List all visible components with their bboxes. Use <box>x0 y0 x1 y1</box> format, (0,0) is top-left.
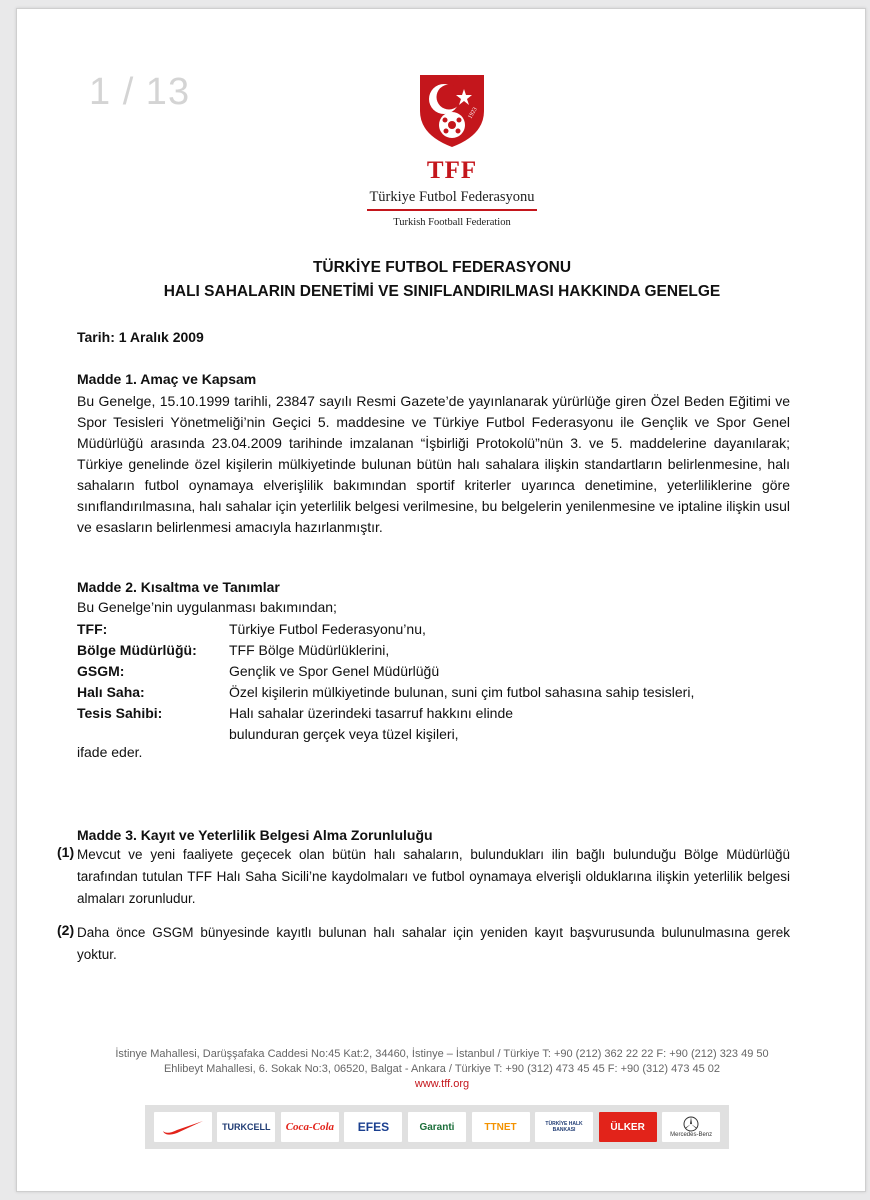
definition-desc: Halı sahalar üzerindeki tasarruf hakkını elinde bulunduran gerçek veya tüzel kişileri, <box>229 705 514 742</box>
sponsor-logo-turkcell: TURKCELL <box>217 1112 275 1142</box>
logo-divider <box>367 209 537 211</box>
definition-term: Tesis Sahibi: <box>77 705 163 721</box>
tff-name-en: Turkish Football Federation <box>393 216 511 228</box>
crest-year: 1923 <box>467 106 479 120</box>
item-number: (1) <box>57 844 75 860</box>
madde2-closing: ifade eder. <box>77 744 143 760</box>
sponsor-strip <box>145 1105 729 1149</box>
document-date: Tarih: 1 Aralık 2009 <box>77 329 204 345</box>
sponsor-logo-halkbank: TÜRKİYE HALK BANKASI <box>535 1112 593 1142</box>
tff-abbrev: TFF <box>426 157 478 184</box>
tff-name-tr: Türkiye Futbol Federasyonu <box>369 189 535 205</box>
sponsor-logo-mercedes <box>662 1112 720 1142</box>
tff-crest-icon <box>414 69 490 149</box>
item-text: Mevcut ve yeni faaliyete geçecek olan bütün halı sahaların, bulundukları ilin bağlı bulunduğu Bölge Müdürlüğü tarafından tutulan TFF Halı Saha Sicili’ne kaydolmaları ve futbol oynamaya elverişli olduklarına ilişkin yeterlilik belgesi almaları zorunludur. <box>77 847 790 906</box>
footer-address-istanbul: İstinye Mahallesi, Darüşşafaka Caddesi No:45 Kat:2, 34460, İstinye – İstanbul / Türkiye T: +90 (212) 362 22 22 F: +90 (212) 323 49 50 <box>115 1048 769 1060</box>
madde2-intro: Bu Genelge’nin uygulanması bakımından; <box>77 599 337 615</box>
footer-website: www.tff.org <box>414 1078 470 1090</box>
definition-term: Halı Saha: <box>77 684 145 700</box>
definition-term: GSGM: <box>77 663 125 679</box>
definition-term: TFF: <box>77 621 108 637</box>
madde3-heading: Madde 3. Kayıt ve Yeterlilik Belgesi Alma Zorunluluğu <box>77 827 433 843</box>
definition-desc: Özel kişilerin mülkiyetinde bulunan, suni çim futbol sahasına sahip tesisleri, <box>229 684 695 700</box>
page-indicator: 1 / 13 <box>89 71 191 113</box>
sponsor-logo-ttnet: TTNET <box>472 1112 530 1142</box>
document-page <box>16 8 866 1192</box>
item-number: (2) <box>57 922 75 938</box>
sponsor-logo-cocacola: Coca-Cola <box>281 1112 339 1142</box>
footer-address-ankara: Ehlibeyt Mahallesi, 6. Sokak No:3, 06520, Balgat - Ankara / Türkiye T: +90 (312) 473 45 45 F: +90 (312) 473 45 02 <box>163 1063 721 1075</box>
document-title-line1: TÜRKİYE FUTBOL FEDERASYONU <box>312 259 572 276</box>
madde2-heading: Madde 2. Kısaltma ve Tanımlar <box>77 579 280 595</box>
madde1-text: Bu Genelge, 15.10.1999 tarihli, 23847 sayılı Resmi Gazete’de yayınlanarak yürürlüğe giren Özel Beden Eğitimi ve Spor Tesisleri Yönetmeliği’nin Geçici 5. maddesine ve Türkiye Futbol Federasyonu ile Gençlik ve Spor Genel Müdürlüğü arasında 23.04.2009 tarihinde imzalanan “İşbirliği Protokolü”nün 3. ve 5. maddelerine dayanılarak; Türkiye genelinde özel kişilerin mülkiyetinde bulunan bütün halı sahalara ilişkin standartların belirlenmesine, halı sahaların futbol oynamaya elverişlilik bakımından sportif kriterler uyarınca denetimine, yeterliliklerine göre sınıflandırılmasına, halı sahalar için yeterlilik belgesi verilmesine, bu belgelerin yenilenmesine ve iptaline ilişkin usul ve esasların belirlenmesi amacıyla hazırlanmıştır. <box>77 393 790 535</box>
mercedes-star-icon <box>683 1116 699 1132</box>
sponsor-logo-ulker: ÜLKER <box>599 1112 657 1142</box>
mercedes-label: Mercedes-Benz <box>670 1132 713 1138</box>
definition-desc: Türkiye Futbol Federasyonu’nu, <box>229 621 426 637</box>
swoosh-icon <box>161 1119 205 1135</box>
sponsor-logo-efes: EFES <box>344 1112 402 1142</box>
item-text: Daha önce GSGM bünyesinde kayıtlı bulunan halı sahalar için yeniden kayıt başvurusunda bulunulmasına gerek yoktur. <box>77 925 790 962</box>
sponsor-logo-nike <box>154 1112 212 1142</box>
sponsor-logo-garanti: Garanti <box>408 1112 466 1142</box>
madde1-heading: Madde 1. Amaç ve Kapsam <box>77 371 257 387</box>
document-title-line2: HALI SAHALARIN DENETİMİ VE SINIFLANDIRILMASI HAKKINDA GENELGE <box>163 283 721 300</box>
definition-desc: Gençlik ve Spor Genel Müdürlüğü <box>229 663 440 679</box>
tff-logo <box>347 69 557 228</box>
definition-term: Bölge Müdürlüğü: <box>77 642 197 658</box>
definition-desc: TFF Bölge Müdürlüklerini, <box>229 642 390 658</box>
